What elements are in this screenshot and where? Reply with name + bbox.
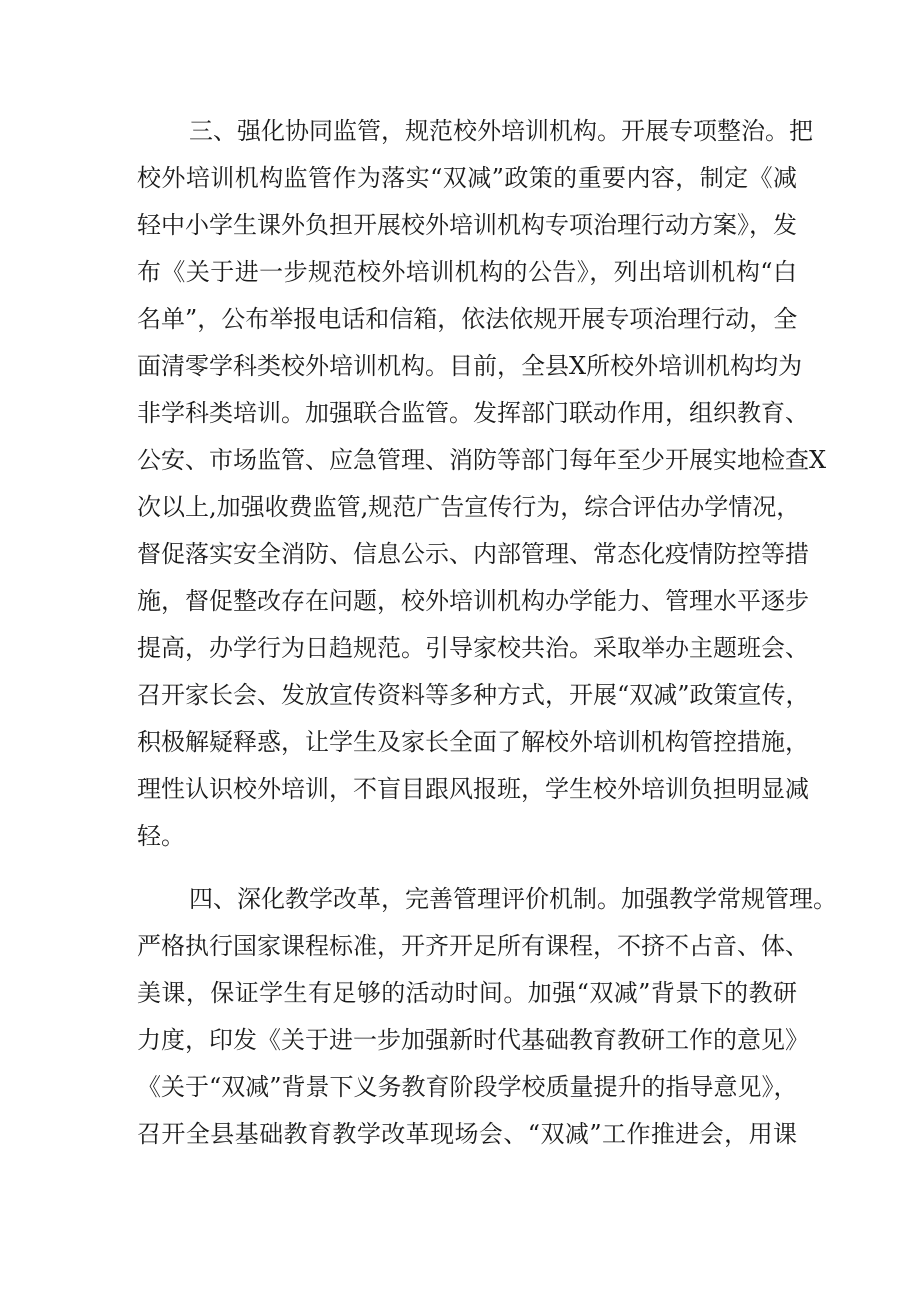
paragraph-line: 校外培训机构监管作为落实“双减”政策的重要内容，制定《减 <box>137 164 797 192</box>
paragraph-line: 次以上,加强收费监管,规范广告宣传行为，综合评估办学情况， <box>137 493 801 521</box>
paragraph-line: 理性认识校外培训，不盲目跟风报班，学生校外培训负担明显减 <box>137 775 809 803</box>
paragraph-line: 督促落实安全消防、信息公示、内部管理、常态化疫情防控等措 <box>137 540 809 568</box>
paragraph-line: 严格执行国家课程标准，开齐开足所有课程，不挤不占音、体、 <box>137 932 809 960</box>
paragraph-line: 轻。 <box>137 822 185 850</box>
paragraph-teaching-reform <box>137 876 837 1158</box>
paragraph-line: 美课，保证学生有足够的活动时间。加强“双减”背景下的教研 <box>137 979 797 1007</box>
paragraph-line: 召开全县基础教育教学改革现场会、“双减”工作推进会，用课 <box>137 1120 797 1148</box>
paragraph-line: 召开家长会、发放宣传资料等多种方式，开展“双减”政策宣传， <box>137 681 810 709</box>
paragraph-line: 积极解疑释惑，让学生及家长全面了解校外培训机构管控措施， <box>137 728 809 756</box>
paragraph-line: 布《关于进一步规范校外培训机构的公告》，列出培训机构“白 <box>137 258 797 286</box>
paragraph-line: 《关于“双减”背景下义务教育阶段学校质量提升的指导意见》， <box>137 1073 798 1101</box>
paragraph-line: 四、深化教学改革，完善管理评价机制。加强教学常规管理。 <box>189 885 837 913</box>
paragraph-line: 三、强化协同监管，规范校外培训机构。开展专项整治。把 <box>189 117 813 145</box>
paragraph-line: 名单”，公布举报电话和信箱，依法依规开展专项治理行动，全 <box>137 305 798 333</box>
paragraph-line: 力度，印发《关于进一步加强新时代基础教育教研工作的意见》 <box>137 1026 809 1054</box>
paragraph-supervision <box>137 108 827 860</box>
paragraph-line: 轻中小学生课外负担开展校外培训机构专项治理行动方案》，发 <box>137 211 797 239</box>
paragraph-line: 提高，办学行为日趋规范。引导家校共治。采取举办主题班会、 <box>137 634 809 662</box>
paragraph-line: 面清零学科类校外培训机构。目前，全县X所校外培训机构均为 <box>137 352 803 380</box>
paragraph-line: 施，督促整改存在问题，校外培训机构办学能力、管理水平逐步 <box>137 587 809 615</box>
paragraph-line: 公安、市场监管、应急管理、消防等部门每年至少开展实地检查X <box>137 446 827 474</box>
paragraph-line: 非学科类培训。加强联合监管。发挥部门联动作用，组织教育、 <box>137 399 809 427</box>
